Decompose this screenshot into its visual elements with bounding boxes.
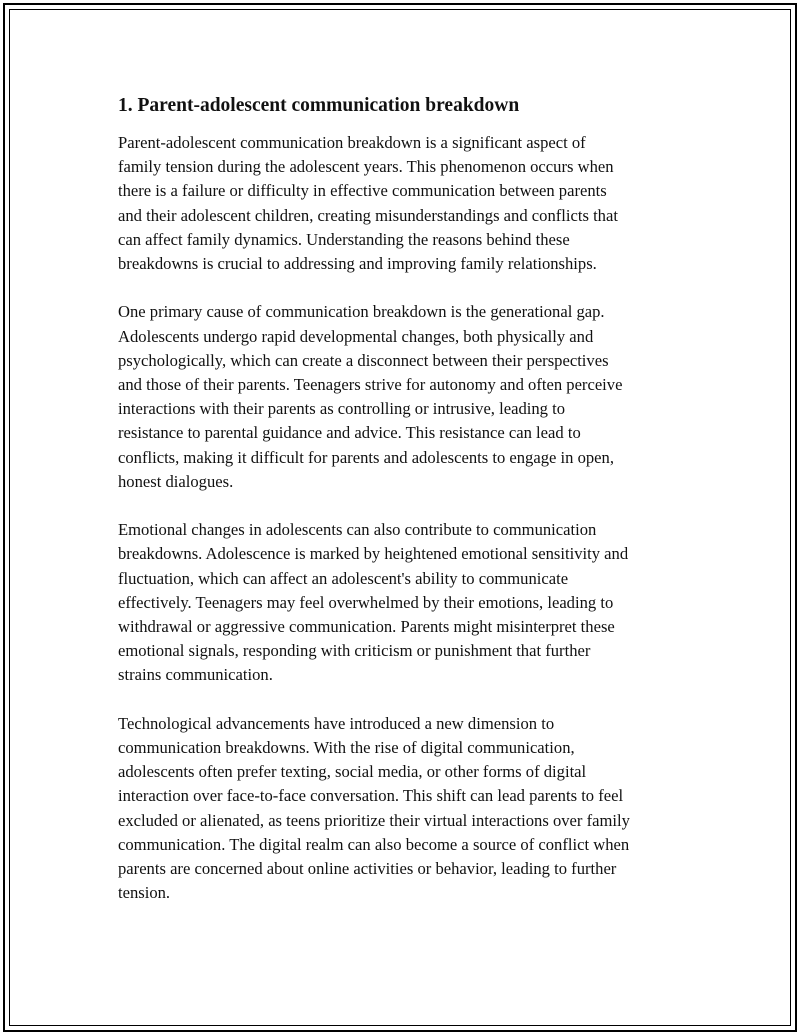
paragraph-line: excluded or alienated, as teens prioritize their virtual interactions over family: [118, 810, 630, 830]
paragraph-line: parents are concerned about online activities or behavior, leading to further: [118, 859, 617, 879]
paragraph-line: breakdowns is crucial to addressing and improving family relationships.: [118, 254, 597, 274]
paragraph-line: fluctuation, which can affect an adolescent's ability to communicate: [118, 568, 569, 588]
paragraph-4: [118, 712, 698, 906]
paragraph-line: communication breakdowns. With the rise of digital communication,: [118, 738, 575, 758]
paragraph-line: and their adolescent children, creating misunderstandings and conflicts that: [118, 205, 618, 225]
paragraph-line: conflicts, making it difficult for parents and adolescents to engage in open,: [118, 447, 614, 467]
paragraph-line: Parent-adolescent communication breakdown is a significant aspect of: [118, 133, 586, 152]
paragraph-line: resistance to parental guidance and advice. This resistance can lead to: [118, 423, 581, 443]
paragraph-line: tension.: [118, 883, 171, 903]
paragraph-line: breakdowns. Adolescence is marked by heightened emotional sensitivity and: [118, 544, 629, 564]
paragraph-line: interactions with their parents as controlling or intrusive, leading to: [118, 399, 566, 419]
paragraph-line: withdrawal or aggressive communication. Parents might misinterpret these: [118, 617, 615, 637]
paragraph-line: interaction over face-to-face conversation. This shift can lead parents to feel: [118, 786, 624, 806]
paragraph-line: there is a failure or difficulty in effective communication between parents: [118, 181, 607, 201]
paragraph-line: effectively. Teenagers may feel overwhelmed by their emotions, leading to: [118, 592, 614, 612]
document-body: [118, 94, 698, 930]
paragraph-2: [118, 300, 698, 494]
paragraph-line: communication. The digital realm can also become a source of conflict when: [118, 834, 630, 854]
paragraph-line: Adolescents undergo rapid developmental changes, both physically and: [118, 326, 594, 346]
paragraph-line: family tension during the adolescent years. This phenomenon occurs when: [118, 157, 614, 177]
paragraph-line: and those of their parents. Teenagers strive for autonomy and often perceive: [118, 375, 623, 395]
section-heading: 1. Parent-adolescent communication breakdown: [118, 95, 520, 116]
paragraph-line: psychologically, which can create a disconnect between their perspectives: [118, 350, 609, 370]
paragraph-line: Technological advancements have introduced a new dimension to: [118, 713, 555, 733]
paragraph-line: adolescents often prefer texting, social media, or other forms of digital: [118, 762, 587, 782]
paragraph-line: can affect family dynamics. Understanding the reasons behind these: [118, 229, 570, 249]
paragraph-line: Emotional changes in adolescents can also contribute to communication: [118, 520, 597, 540]
paragraph-line: honest dialogues.: [118, 471, 234, 491]
paragraph-line: strains communication.: [118, 665, 273, 685]
paragraph-line: emotional signals, responding with criticism or punishment that further: [118, 641, 591, 661]
paragraph-3: [118, 518, 698, 687]
paragraph-1: [118, 131, 698, 276]
paragraph-line: One primary cause of communication breakdown is the generational gap.: [118, 302, 605, 322]
